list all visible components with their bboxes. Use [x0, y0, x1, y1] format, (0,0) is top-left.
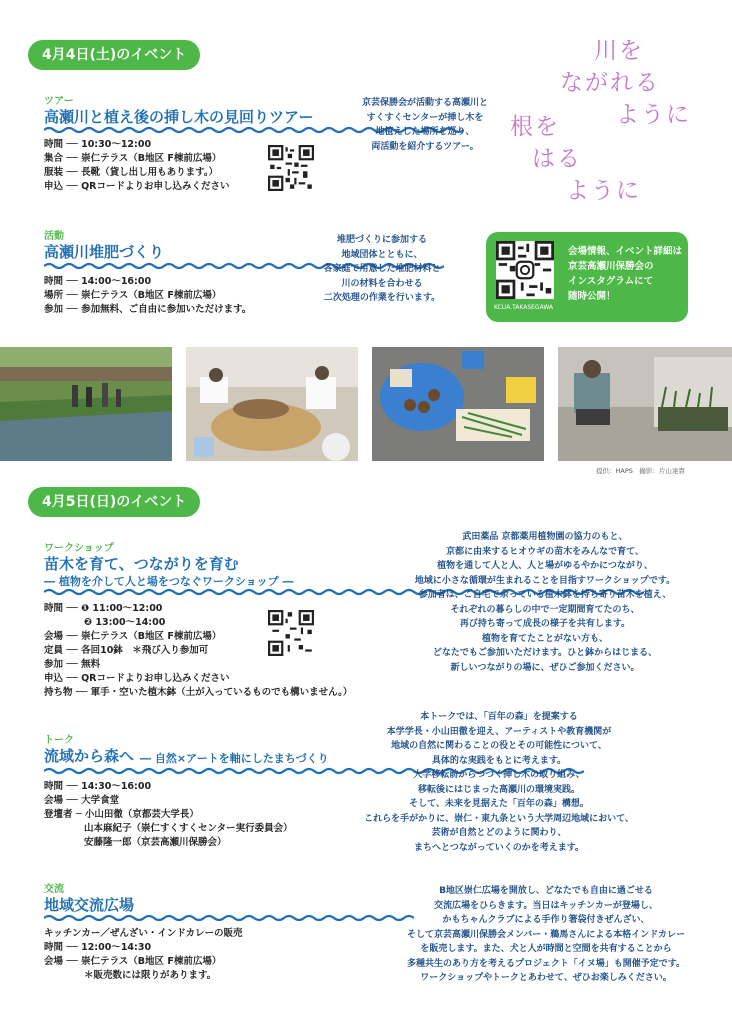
detail-row	[44, 616, 384, 630]
detail-key: 申込	[44, 673, 64, 684]
detail-value: 小山田徹（京都芸大学長）	[84, 809, 199, 820]
workshop-category: ワークショップ	[44, 543, 114, 554]
desc-line: ワークショップやトークとあわせて、ぜひお楽しみください。	[420, 973, 672, 983]
detail-value: 参加無料、ご自由に参加いただけます。	[81, 304, 252, 315]
desc-line: 地域の自然に関わることの役とその可能性について、	[391, 741, 607, 751]
plaza-category: 交流	[44, 884, 64, 895]
desc-line: 本学学長・小山田徹を迎え、アーティストや教育機関が	[386, 726, 612, 737]
detail-key: 参加	[44, 304, 64, 315]
talk-subtitle: ― 自然×アートを軸にしたまちづくり	[140, 752, 329, 765]
desc-line: 具体的な実践をもとに考えます。	[431, 755, 567, 766]
desc-line: 参加者は、ご自宅で余っている植木鉢を持ち寄り苗木を植え、	[418, 590, 672, 600]
poem-line-3: ように	[616, 102, 691, 128]
info-line: 京芸高瀬川保勝会の	[568, 261, 654, 272]
desc-line: まちへとつながっていくのかを考えます。	[413, 842, 585, 853]
desc-line: 植物を通して人と人、人と場がゆるやかにつながり、	[437, 561, 653, 571]
poem-line-2: ながれる	[560, 70, 660, 96]
photo-river-cleanup	[0, 347, 172, 461]
desc-line: 植物を育てたことがない方も、	[481, 633, 608, 644]
detail-row: 持ち物 ── 軍手・空いた植木鉢（土が入っているものでも構いません。）	[44, 687, 353, 698]
talk-description	[354, 710, 644, 855]
tour-title: 高瀬川と植え後の挿し木の見回りツアー	[44, 108, 314, 126]
detail-row: 時間 ── ❶ 11:00〜12:00	[44, 603, 163, 614]
compost-category: 活動	[44, 231, 64, 242]
detail-row: 申込 ── QRコードよりお申し込みください	[44, 181, 230, 192]
desc-line: すくすくセンターが挿し木を	[366, 112, 484, 123]
detail-value: 無料	[81, 659, 101, 670]
detail-row	[44, 836, 354, 850]
detail-value: 大学食堂	[81, 795, 120, 806]
instagram-handle[interactable]: KCUA.TAKASEGAWA	[494, 304, 554, 311]
detail-value: 崇仁テラス（B地区 F棟前広場）	[81, 956, 222, 967]
instagram-info-box	[486, 232, 688, 322]
desc-line: 再び持ち寄って成長の様子を共有します。	[459, 619, 631, 629]
day2-header: 4月5日(日)のイベント	[28, 487, 200, 517]
detail-row: 時間 ── 10:30〜12:00	[44, 139, 152, 150]
detail-key: 登壇者	[44, 809, 73, 820]
detail-row: 会場 ── 崇仁テラス（B地区 F棟前広場）	[44, 956, 222, 967]
plaza-note: ＊販売数には限りがあります。	[84, 970, 217, 981]
desc-line: そして京芸高瀬川保勝会メンバー・鵜馬さんによる本格インドカレー	[406, 929, 686, 940]
desc-line: 本トークでは、「百年の森」を提案する	[420, 712, 578, 722]
workshop-description	[376, 530, 714, 675]
desc-line: 京芸保勝会が活動する高瀬川と	[361, 98, 488, 108]
detail-value: 安藤隆一郎（京芸高瀬川保勝会）	[84, 837, 227, 848]
detail-row: 参加 ── 参加無料、ご自由に参加いただけます。	[44, 304, 252, 315]
compost-details	[44, 275, 294, 317]
detail-row: 時間 ── 14:30〜16:00	[44, 781, 152, 792]
desc-line: 川の材料を合わせる	[341, 278, 423, 289]
detail-row: 参加 ── 無料	[44, 659, 101, 670]
photo-credit: 提供：HAPS 撮影：片山達貴	[596, 467, 685, 475]
detail-value: 12:00〜14:30	[81, 942, 152, 953]
instagram-qr-code[interactable]	[496, 241, 554, 299]
talk-title: 流域から森へ	[44, 747, 135, 765]
detail-value: 崇仁テラス（B地区 F棟前広場）	[81, 290, 222, 301]
workshop-qr-code[interactable]	[268, 610, 314, 656]
desc-line: 移転後にはじまった高瀬川の環境実践。	[417, 784, 580, 795]
tour-category: ツアー	[44, 96, 74, 107]
detail-row	[44, 822, 354, 836]
detail-key: 時間	[44, 276, 64, 287]
talk-category: トーク	[44, 735, 74, 746]
detail-key: 時間	[44, 781, 64, 792]
info-line: 随時公開！	[568, 291, 616, 302]
photo-planting-cuttings	[558, 347, 732, 461]
desc-line: これらを手がかりに、崇仁・東九条という大学周辺地域において、	[364, 813, 634, 824]
detail-key: 定員	[44, 645, 64, 656]
workshop-title: 苗木を育て、つながりを育む	[44, 555, 239, 573]
detail-key: 時間	[44, 139, 64, 150]
detail-key: 時間	[44, 603, 64, 614]
detail-value: 10:30〜12:00	[81, 139, 152, 150]
detail-key: 会場	[44, 956, 64, 967]
plaza-details	[44, 927, 304, 983]
plaza-wave-divider	[44, 914, 414, 922]
detail-value: 山本麻紀子（崇仁すくすくセンター実行委員会）	[84, 823, 293, 834]
compost-title: 高瀬川堆肥づくり	[44, 243, 165, 261]
plaza-description	[378, 884, 714, 986]
detail-value: ❷ 13:00〜14:00	[84, 617, 166, 628]
detail-row: 会場 ── 大学食堂	[44, 795, 120, 806]
detail-key: 会場	[44, 631, 64, 642]
detail-row: 会場 ── 崇仁テラス（B地区 F棟前広場）	[44, 631, 222, 642]
detail-key: 持ち物	[44, 687, 73, 698]
detail-key: 申込	[44, 181, 64, 192]
workshop-details	[44, 602, 384, 700]
desc-line: 堆肥づくりに参加する	[336, 235, 427, 245]
desc-line: 地植えした場所を巡り、	[375, 127, 475, 137]
workshop-subtitle: ― 植物を介して人と場をつなぐワークショップ ―	[44, 575, 294, 588]
poem-line-4: 根を	[510, 114, 560, 140]
desc-line: 新しいつながりの場に、ぜひご参加ください。	[450, 662, 640, 673]
day1-header: 4月4日(土)のイベント	[28, 40, 200, 70]
desc-line: そして、未来を見据えた「百年の森」構想。	[409, 799, 589, 809]
desc-line: 芸術が自然とどのように関わり、	[431, 828, 567, 838]
detail-row: 場所 ── 崇仁テラス（B地区 F棟前広場）	[44, 290, 222, 301]
desc-line: 大学移転前からつづく挿し木の取り組み、	[413, 770, 585, 780]
detail-row: 時間 ── 14:00〜16:00	[44, 276, 152, 287]
instagram-info-text	[568, 244, 682, 304]
detail-key: 服装	[44, 167, 64, 178]
poem-line-6: ように	[566, 178, 641, 204]
desc-line: 二次処理の作業を行います。	[323, 293, 441, 303]
desc-line: かもちゃんクラブによる手作り箸袋付きぜんざい、	[442, 915, 650, 925]
detail-row: 申込 ── QRコードよりお申し込みください	[44, 673, 230, 684]
detail-value: 各回10鉢 ＊飛び入り参加可	[81, 645, 209, 656]
desc-line: それぞれの暮らしの中で一定期間育てたのち、	[450, 604, 640, 615]
detail-value: 軍手・空いた植木鉢（土が入っているものでも構いません。）	[90, 687, 353, 698]
photo-seedling-materials	[372, 347, 544, 461]
detail-key: 会場	[44, 795, 64, 806]
detail-key: 参加	[44, 659, 64, 670]
info-line: インスタグラムにて	[568, 276, 654, 287]
detail-key: 集合	[44, 153, 64, 164]
desc-line: 京都に由来するヒオウギの苗木をみんなで育て、	[446, 546, 644, 557]
tour-qr-code[interactable]	[268, 145, 314, 191]
desc-line: 各家庭で用意した堆肥材料と	[323, 264, 441, 274]
photo-compost-making	[186, 347, 358, 461]
detail-key: 時間	[44, 942, 64, 953]
detail-value: QRコードよりお申し込みください	[81, 181, 230, 192]
detail-value: 長靴（貸し出し用もあります。）	[81, 167, 219, 178]
tour-description	[340, 96, 510, 154]
desc-line: を販売します。また、犬と人が時間と空間を共有することから	[420, 944, 672, 954]
detail-value: 14:00〜16:00	[81, 276, 152, 287]
desc-line: 武田薬品 京都薬用植物園の協力のもと、	[462, 532, 628, 542]
poem-line-1: 川を	[594, 38, 644, 64]
plaza-intro: キッチンカー／ぜんざい・インドカレーの販売	[44, 928, 243, 939]
desc-line: 多種共生のあり方を考えるプロジェクト「イヌ場」も開催予定です。	[406, 958, 686, 969]
talk-details	[44, 780, 354, 850]
detail-row: 服装 ── 長靴（貸し出し用もあります。）	[44, 167, 219, 178]
detail-value: ❶ 11:00〜12:00	[81, 603, 163, 614]
detail-row: 登壇者 ─ 小山田徹（京都芸大学長）	[44, 809, 199, 820]
desc-line: 地域に小さな循環が生まれることを目指すワークショップです。	[414, 575, 676, 586]
detail-row: 定員 ── 各回10鉢 ＊飛び入り参加可	[44, 645, 209, 656]
desc-line: どなたでもご参加いただけます。ひと鉢からはじまる、	[432, 648, 658, 658]
compost-description	[282, 233, 482, 306]
poem-line-5: はる	[532, 146, 582, 172]
desc-line: 交流広場をひらきます。当日はキッチンカーが登場し、	[434, 900, 658, 911]
desc-line: 地域団体とともに、	[341, 249, 423, 260]
tour-details	[44, 138, 284, 194]
info-line: 会場情報、イベント詳細は	[568, 246, 683, 257]
detail-value: QRコードよりお申し込みください	[81, 673, 230, 684]
detail-value: 崇仁テラス（B地区 F棟前広場）	[81, 631, 222, 642]
detail-row: 集合 ── 崇仁テラス（B地区 F棟前広場）	[44, 153, 222, 164]
detail-value: 14:30〜16:00	[81, 781, 152, 792]
detail-row: 時間 ── 12:00〜14:30	[44, 942, 152, 953]
detail-key: 場所	[44, 290, 64, 301]
plaza-title: 地域交流広場	[44, 896, 135, 914]
desc-line: B地区崇仁広場を開放し、どなたでも自由に過ごせる	[439, 886, 653, 896]
desc-line: 両活動を紹介するツアー。	[371, 141, 479, 152]
detail-value: 崇仁テラス（B地区 F棟前広場）	[81, 153, 222, 164]
